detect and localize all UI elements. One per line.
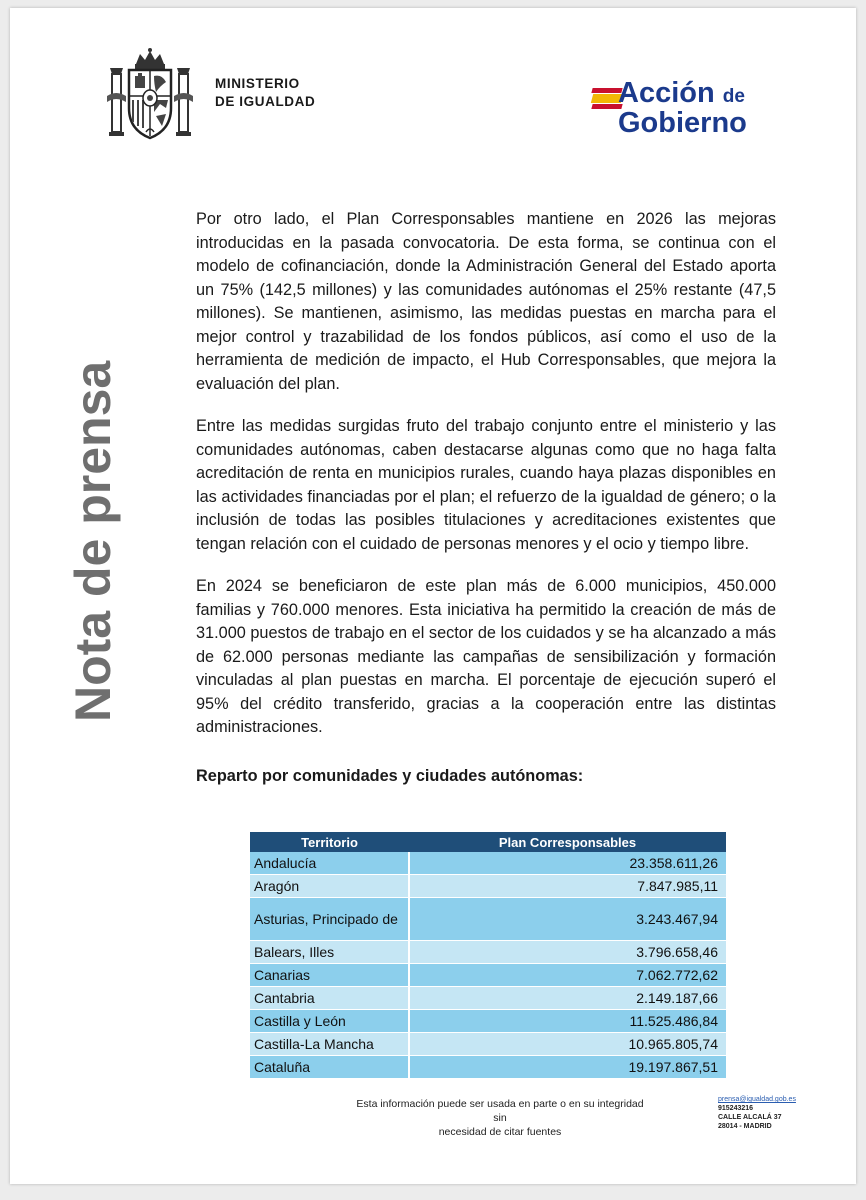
amount-cell: 19.197.867,51 — [409, 1056, 726, 1079]
accion-de-gobierno-logo — [592, 78, 782, 138]
press-email-link[interactable]: prensa@igualdad.gob.es — [718, 1096, 796, 1103]
table-row — [250, 1033, 726, 1056]
paragraph-results-2024: En 2024 se beneficiaron de este plan más de 6.000 municipios, 450.000 familias y 760.000 menores. Esta iniciativa ha permitido la creación de más de 31.000 puestos de trabajo en el sector de los cuidados y se ha alcanzado a más de 62.000 personas mediante las campañas de sensibilización y formación vinculadas al plan puestas en marcha. El porcentaje de ejecución superó el 95% del crédito transferido, gracias a la cooperación entre las distintas administraciones. — [196, 577, 776, 736]
amount-cell: 3.796.658,46 — [409, 941, 726, 964]
amount-cell: 3.243.467,94 — [409, 898, 726, 941]
table-row — [250, 941, 726, 964]
territory-cell: Castilla-La Mancha — [250, 1033, 409, 1056]
territory-cell: Cantabria — [250, 987, 409, 1010]
paragraph-measures: Entre las medidas surgidas fruto del trabajo conjunto entre el ministerio y las comunidades autónomas, caben destacarse algunas como que no haga falta acreditación de renta en municipios rurales, cuando haya plazas disponibles en las actividades financiadas por el plan; el refuerzo de la igualdad de género; o la inclusión de todas las posibles titulaciones y acreditaciones existentes que tengan relación con el cuidado de personas menores y el ocio y tiempo libre. — [196, 417, 776, 553]
logo-de-text: de — [722, 86, 745, 107]
amount-cell: 23.358.611,26 — [409, 852, 726, 875]
table-row — [250, 898, 726, 941]
table-row — [250, 1010, 726, 1033]
paragraph-cofinancing: Por otro lado, el Plan Corresponsables mantiene en 2026 las mejoras introducidas en la pasada convocatoria. De esta forma, se continua con el modelo de cofinanciación, donde la Administración General del Estado aporta un 75% (142,5 millones) y las comunidades autónomas el 25% restante (47,5 millones). Se mantienen, asimismo, las medidas puestas en marcha para el mejor control y trazabilidad de los fondos públicos, así como el uso de la herramienta de medición de impacto, el Hub Corresponsables, que mejora la evaluación del plan. — [196, 210, 776, 393]
amount-cell: 7.847.985,11 — [409, 875, 726, 898]
press-address-line-1: CALLE ALCALÁ 37 — [718, 1114, 782, 1121]
press-phone: 915243216 — [718, 1105, 754, 1112]
nota-de-prensa-title: Nota de prensa — [65, 360, 121, 722]
ministry-name — [215, 75, 315, 111]
footer-note-line-1: Esta información puede ser usada en parte o en su integridad sin — [356, 1098, 644, 1124]
amount-cell: 11.525.486,84 — [409, 1010, 726, 1033]
logo-accion-text: Acción — [618, 77, 715, 109]
ministry-line-1: MINISTERIO — [215, 76, 300, 91]
amount-cell: 7.062.772,62 — [409, 964, 726, 987]
ministry-line-2: DE IGUALDAD — [215, 94, 316, 109]
territory-cell: Andalucía — [250, 852, 409, 875]
distribution-section-title: Reparto por comunidades y ciudades autónomas: — [196, 767, 584, 785]
press-release-page — [10, 8, 856, 1184]
footer-usage-note — [350, 1097, 650, 1139]
logo-gobierno-text: Gobierno — [618, 107, 747, 139]
table-row — [250, 852, 726, 875]
press-address-line-2: 28014 - MADRID — [718, 1123, 772, 1130]
amount-cell: 10.965.805,74 — [409, 1033, 726, 1056]
territory-cell: Canarias — [250, 964, 409, 987]
column-header-plan: Plan Corresponsables — [409, 832, 726, 852]
territory-cell: Asturias, Principado de — [250, 898, 409, 941]
table-row — [250, 964, 726, 987]
footer-note-line-2: necesidad de citar fuentes — [438, 1126, 562, 1138]
table-row — [250, 1056, 726, 1079]
table-row — [250, 987, 726, 1010]
coat-of-arms-icon — [102, 46, 198, 142]
table-header-row — [250, 832, 726, 852]
press-contact — [718, 1095, 796, 1131]
distribution-table — [250, 832, 726, 1079]
amount-cell: 2.149.187,66 — [409, 987, 726, 1010]
territory-cell: Cataluña — [250, 1056, 409, 1079]
territory-cell: Castilla y León — [250, 1010, 409, 1033]
column-header-territory: Territorio — [250, 832, 409, 852]
table-row — [250, 875, 726, 898]
territory-cell: Balears, Illes — [250, 941, 409, 964]
territory-cell: Aragón — [250, 875, 409, 898]
